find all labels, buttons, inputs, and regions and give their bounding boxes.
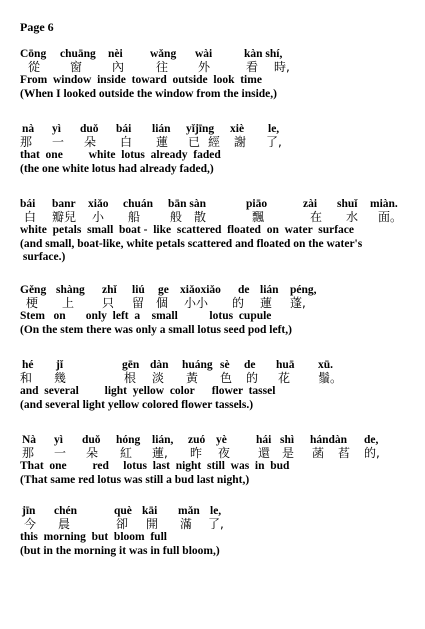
pinyin-word: duǒ [80,123,99,135]
pinyin-word: hái [256,434,272,446]
pinyin-word: le, [210,505,222,517]
hanzi-char: 滿 [180,517,193,531]
pinyin-word: kàn shí, [244,48,283,60]
translation: (That same red lotus was still a bud last night,) [20,473,250,486]
pinyin-word: lián, [152,434,174,446]
stanza-7 [20,505,420,558]
pinyin-word: chén [54,505,77,517]
hanzi-char: 外 [198,60,211,74]
stanza-5 [20,359,420,412]
english-gloss: That one red lotus last night still was in bud [20,460,290,472]
pinyin-line [20,198,420,211]
translation: (When I looked outside the window from the inside,) [20,87,277,100]
pinyin-word: zhǐ [102,284,117,296]
hanzi-char: 個 [156,296,169,310]
translation: (On the stem there was only a small lotus seed pod left,) [20,323,292,336]
pinyin-word: yì [54,434,63,446]
hanzi-char: 黃 [186,371,199,385]
hanzi-char: 淡 [152,371,165,385]
pinyin-word: kāi [142,505,158,517]
pinyin-word: hóng [116,434,141,446]
hanzi-char: 一 [54,446,67,460]
pinyin-word: wài [195,48,213,60]
hanzi-char: 花 [278,371,291,385]
english-gloss: white petals small boat - like scattered floated on water surface [20,224,354,236]
hanzi-line [20,447,420,460]
hanzi-char: 蓮 [260,296,273,310]
hanzi-char: 還 [258,446,271,460]
hanzi-char: 時, [274,60,290,74]
hanzi-char: 今 [24,517,37,531]
hanzi-line [20,136,420,149]
stanza-3 [20,198,420,265]
pinyin-word: dàn [150,359,169,371]
hanzi-line [20,372,420,385]
hanzi-char: 是 [282,446,295,460]
pinyin-word: hé [22,359,34,371]
hanzi-char: 瓣兒 [52,210,77,224]
pinyin-word: nà [22,123,35,135]
pinyin-word: bái [116,123,132,135]
hanzi-char: 內 [112,60,125,74]
hanzi-char: 那 [20,135,33,149]
hanzi-char: 了, [266,135,282,149]
pinyin-word: lián [152,123,171,135]
pinyin-word: què [114,505,132,517]
hanzi-char: 和 [20,371,33,385]
pinyin-word: jǐ [56,359,64,371]
hanzi-char: 開 [146,517,159,531]
hanzi-char: 只 [102,296,115,310]
hanzi-line [20,61,420,74]
hanzi-char: 蓮, [152,446,168,460]
hanzi-char: 幾 [54,371,67,385]
english-gloss: From window inside toward outside look time [20,74,262,86]
pinyin-word: de [238,284,250,296]
hanzi-char: 菡 [312,446,325,460]
pinyin-word: xiǎo [88,198,109,210]
stanza-4 [20,284,420,337]
hanzi-char: 散 [194,210,207,224]
hanzi-char: 飄 [252,210,265,224]
translation-continued: surface.) [20,251,66,263]
pinyin-word: jīn [22,505,36,517]
hanzi-char: 朵 [84,135,97,149]
pinyin-word: le, [268,123,280,135]
pinyin-word: xū. [318,359,334,371]
hanzi-char: 窗 [70,60,83,74]
hanzi-char: 謝 [234,135,247,149]
hanzi-char: 蓮 [156,135,169,149]
pinyin-word: shì [280,434,295,446]
hanzi-char: 朵 [86,446,99,460]
stanza-6 [20,434,420,487]
hanzi-char: 小 [92,210,105,224]
pinyin-word: Nà [22,434,37,446]
hanzi-char: 的 [246,371,259,385]
pinyin-word: lián [260,284,279,296]
hanzi-char: 了, [208,517,224,531]
hanzi-char: 白 [24,210,37,224]
hanzi-line [20,518,420,531]
translation: (and small, boat-like, white petals scattered and floated on the water's [20,237,363,250]
pinyin-word: xiè [230,123,245,135]
hanzi-char: 色 [220,371,233,385]
pinyin-word: yǐjīng [186,123,215,135]
english-gloss: and several light yellow color flower tassel [20,385,276,397]
hanzi-char: 紅 [120,446,133,460]
pinyin-word: de, [364,434,379,446]
english-gloss: that one white lotus already faded [20,149,221,161]
hanzi-char: 水 [346,210,359,224]
pinyin-word: Gěng [20,284,47,296]
pinyin-word: xiǎoxiǎo [180,284,221,296]
hanzi-char: 的 [232,296,245,310]
hanzi-char: 晨 [58,517,71,531]
pinyin-word: ge [158,284,169,296]
hanzi-char: 夜 [218,446,231,460]
pinyin-word: gēn [122,359,140,371]
pinyin-word: chuāng [60,48,96,60]
pinyin-word: yì [52,123,61,135]
stanza-2 [20,123,420,176]
hanzi-char: 留 [132,296,145,310]
pinyin-word: bān sàn [168,198,207,210]
english-gloss: Stem on only left a small lotus cupule [20,310,272,322]
pinyin-line [20,284,420,297]
hanzi-char: 上 [62,296,75,310]
pinyin-word: duǒ [82,434,101,446]
pinyin-word: nèi [108,48,123,60]
hanzi-char: 經 [208,135,221,149]
translation: (and several light yellow colored flower tassels.) [20,398,254,411]
hanzi-char: 一 [52,135,65,149]
hanzi-char: 看 [246,60,259,74]
pinyin-word: yè [216,434,227,446]
translation: (but in the morning it was in full bloom,) [20,544,220,557]
hanzi-char: 昨 [190,446,203,460]
hanzi-char: 鬚。 [318,371,343,385]
pinyin-word: miàn. [370,198,398,210]
pinyin-line [20,123,420,136]
hanzi-line [20,297,420,310]
pinyin-word: zuó [188,434,206,446]
pinyin-word: piāo [246,198,268,210]
translation: (the one white lotus had already faded,) [20,162,214,175]
pinyin-word: huáng [182,359,213,371]
pinyin-word: péng, [290,284,317,296]
hanzi-char: 的, [364,446,380,460]
hanzi-char: 船 [128,210,141,224]
hanzi-char: 小小 [184,296,209,310]
hanzi-char: 蓬, [290,296,306,310]
pinyin-word: shàng [56,284,85,296]
pinyin-word: zài [303,198,318,210]
hanzi-char: 從 [28,60,41,74]
pinyin-word: de [244,359,256,371]
pinyin-word: mǎn [178,505,200,517]
hanzi-char: 萏 [338,446,351,460]
hanzi-char: 根 [124,371,137,385]
pinyin-word: wǎng [150,48,177,60]
hanzi-char: 已 [188,135,201,149]
hanzi-char: 往 [156,60,169,74]
hanzi-char: 那 [22,446,35,460]
pinyin-word: chuán [123,198,154,210]
pinyin-word: bái [20,198,36,210]
hanzi-line [20,211,420,224]
pinyin-word: banr [52,198,76,210]
pinyin-word: huā [276,359,295,371]
hanzi-char: 面。 [378,210,403,224]
pinyin-word: sè [220,359,230,371]
pinyin-word: hándàn [310,434,348,446]
english-gloss: this morning but bloom full [20,531,167,543]
page-number: Page 6 [20,20,54,34]
pinyin-word: shuǐ [337,198,358,210]
stanza-1 [20,48,420,101]
pinyin-word: liú [132,284,145,296]
hanzi-char: 卻 [116,517,129,531]
hanzi-char: 白 [120,135,133,149]
pinyin-word: Cōng [20,48,47,60]
hanzi-char: 般 [170,210,183,224]
hanzi-char: 梗 [26,296,39,310]
hanzi-char: 在 [310,210,323,224]
